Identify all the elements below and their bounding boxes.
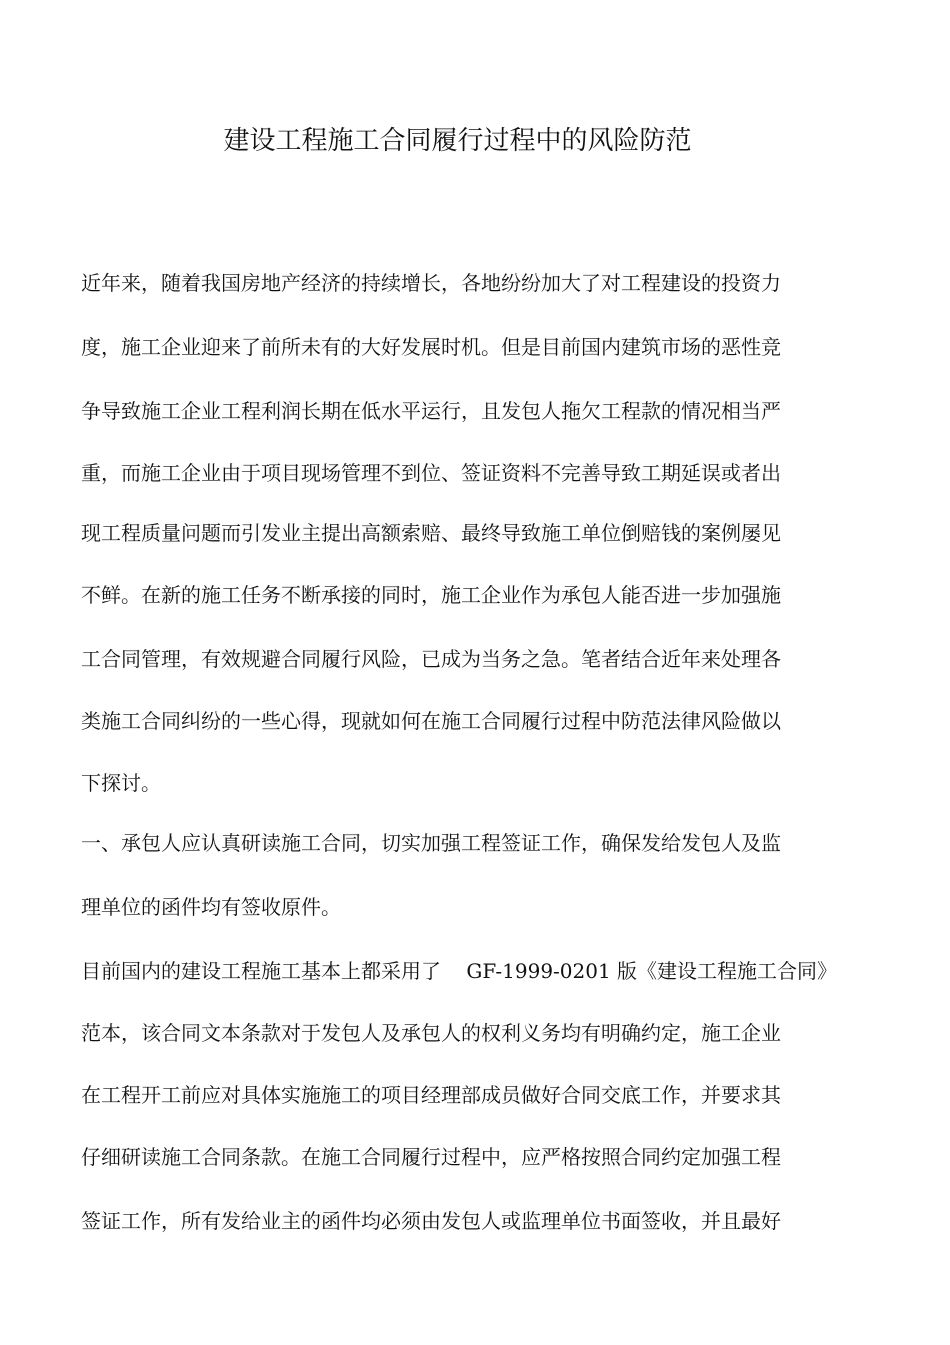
paragraph-line: 不鲜。在新的施工任务不断承接的同时，施工企业作为承包人能否进一步加强施 [81, 583, 781, 607]
paragraph-line: 近年来，随着我国房地产经济的持续增长，各地纷纷加大了对工程建设的投资力 [81, 271, 781, 295]
paragraph-line: 目前国内的建设工程施工基本上都采用了 GF-1999-0201 版《建设工程施工合同》 [81, 959, 838, 983]
section-heading-line: 一、承包人应认真研读施工合同，切实加强工程签证工作，确保发给发包人及监 [81, 831, 781, 855]
paragraph-line: 工合同管理，有效规避合同履行风险，已成为当务之急。笔者结合近年来处理各 [81, 647, 781, 671]
paragraph-line: 仔细研读施工合同条款。在施工合同履行过程中，应严格按照合同约定加强工程 [81, 1145, 781, 1169]
paragraph-line: 类施工合同纠纷的一些心得，现就如何在施工合同履行过程中防范法律风险做以 [81, 709, 781, 733]
paragraph-line: 签证工作，所有发给业主的函件均必须由发包人或监理单位书面签收，并且最好 [81, 1209, 781, 1233]
paragraph-line: 范本，该合同文本条款对于发包人及承包人的权利义务均有明确约定，施工企业 [81, 1021, 781, 1045]
document-title: 建设工程施工合同履行过程中的风险防范 [223, 126, 692, 156]
paragraph-line: 重，而施工企业由于项目现场管理不到位、签证资料不完善导致工期延误或者出 [81, 461, 781, 485]
paragraph-line: 度，施工企业迎来了前所未有的大好发展时机。但是目前国内建筑市场的恶性竞 [81, 335, 781, 359]
paragraph-line: 下探讨。 [81, 771, 161, 795]
section-heading-line: 理单位的函件均有签收原件。 [81, 895, 341, 919]
paragraph-line: 现工程质量问题而引发业主提出高额索赔、最终导致施工单位倒赔钱的案例屡见 [81, 521, 781, 545]
paragraph-line: 争导致施工企业工程利润长期在低水平运行，且发包人拖欠工程款的情况相当严 [81, 399, 781, 423]
paragraph-line: 在工程开工前应对具体实施施工的项目经理部成员做好合同交底工作，并要求其 [81, 1083, 781, 1107]
